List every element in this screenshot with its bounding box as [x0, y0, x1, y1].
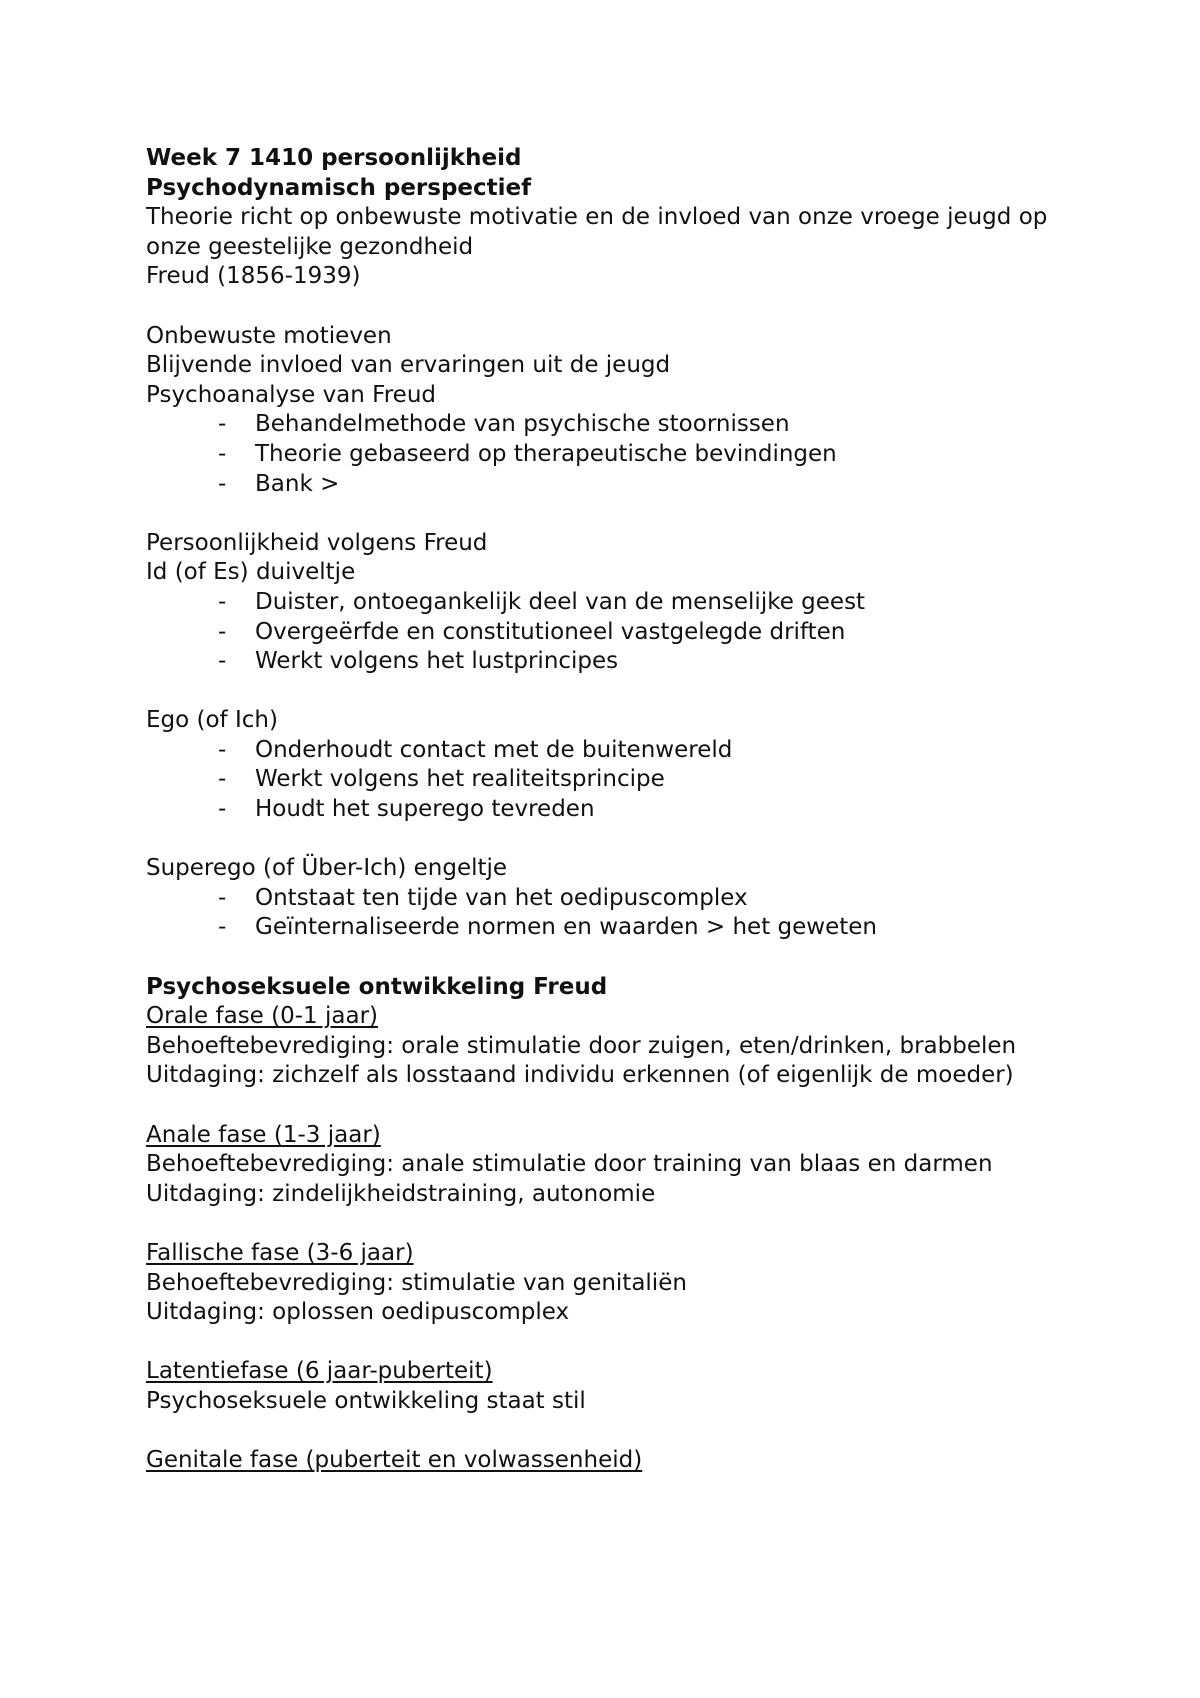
spacer: [146, 1328, 1096, 1358]
phase-title-fallische: Fallische fase (3-6 jaar): [146, 1239, 414, 1266]
bullet-list-psychoanalyse: [146, 410, 1096, 499]
phase-text-latentie: Psychoseksuele ontwikkeling staat stil: [146, 1387, 586, 1414]
spacer: [146, 1091, 1096, 1121]
dash-bullet-icon: -: [218, 411, 227, 438]
phase-title-latentie: Latentiefase (6 jaar-puberteit): [146, 1358, 493, 1385]
paragraph-freud-dates: Freud (1856-1939): [146, 263, 361, 290]
text-persoonlijkheid-freud: Persoonlijkheid volgens Freud: [146, 529, 488, 556]
phase-title-genitale: Genitale fase (puberteit en volwassenheid): [146, 1447, 643, 1474]
document-body: [146, 144, 1096, 1476]
list-item: [146, 765, 1096, 795]
list-item: [146, 440, 1096, 470]
phase-title-anale: Anale fase (1-3 jaar): [146, 1121, 381, 1148]
list-item-text: Ontstaat ten tijde van het oedipuscomplex: [255, 884, 748, 911]
text-ego: Ego (of Ich): [146, 707, 278, 734]
list-item-text: Geïnternaliseerde normen en waarden > het geweten: [255, 914, 877, 941]
document-title: Week 7 1410 persoonlijkheid: [146, 145, 522, 171]
list-item-text: Werkt volgens het lustprincipes: [255, 648, 619, 675]
list-item: [146, 588, 1096, 618]
text-psychoanalyse: Psychoanalyse van Freud: [146, 381, 436, 408]
list-item-text: Onderhoudt contact met de buitenwereld: [255, 736, 733, 763]
list-item-text: Werkt volgens het realiteitsprincipe: [255, 766, 665, 793]
bullet-list-superego: [146, 884, 1096, 943]
phase-challenge-anale: Uitdaging: zindelijkheidstraining, autonomie: [146, 1180, 656, 1207]
text-superego: Superego (of Über-Ich) engeltje: [146, 855, 508, 882]
bullet-list-ego: [146, 736, 1096, 825]
phase-need-anale: Behoeftebevrediging: anale stimulatie door training van blaas en darmen: [146, 1151, 993, 1178]
spacer: [146, 943, 1096, 973]
list-item-text: Bank >: [255, 470, 340, 497]
dash-bullet-icon: -: [218, 914, 227, 941]
phase-need-fallische: Behoeftebevrediging: stimulatie van genitaliën: [146, 1269, 687, 1296]
dash-bullet-icon: -: [218, 796, 227, 823]
spacer: [146, 499, 1096, 529]
phase-challenge-orale: Uitdaging: zichzelf als losstaand individu erkennen (of eigenlijk de moeder): [146, 1062, 1014, 1089]
list-item: [146, 647, 1096, 677]
list-item: [146, 913, 1096, 943]
bullet-list-id: [146, 588, 1096, 677]
section-heading-psychoseksuele: Psychoseksuele ontwikkeling Freud: [146, 973, 608, 1000]
dash-bullet-icon: -: [218, 618, 227, 645]
list-item-text: Theorie gebaseerd op therapeutische bevindingen: [255, 440, 837, 467]
text-onbewuste-motieven: Onbewuste motieven: [146, 322, 392, 349]
spacer: [146, 1417, 1096, 1447]
dash-bullet-icon: -: [218, 470, 227, 497]
section-heading-psychodynamisch: Psychodynamisch perspectief: [146, 174, 532, 201]
dash-bullet-icon: -: [218, 648, 227, 675]
dash-bullet-icon: -: [218, 766, 227, 793]
list-item-text: Duister, ontoegankelijk deel van de menselijke geest: [255, 588, 866, 615]
spacer: [146, 292, 1096, 322]
list-item-text: Behandelmethode van psychische stoornissen: [255, 411, 790, 438]
list-item: [146, 884, 1096, 914]
paragraph-theorie: Theorie richt op onbewuste motivatie en de invloed van onze vroege jeugd op onze geestelijke gezondheid: [146, 204, 1048, 260]
dash-bullet-icon: -: [218, 884, 227, 911]
phase-need-orale: Behoeftebevrediging: orale stimulatie door zuigen, eten/drinken, brabbelen: [146, 1032, 1017, 1059]
list-item: [146, 736, 1096, 766]
text-blijvende-invloed: Blijvende invloed van ervaringen uit de jeugd: [146, 352, 671, 379]
dash-bullet-icon: -: [218, 736, 227, 763]
dash-bullet-icon: -: [218, 588, 227, 615]
phase-title-orale: Orale fase (0-1 jaar): [146, 1003, 378, 1030]
phase-challenge-fallische: Uitdaging: oplossen oedipuscomplex: [146, 1299, 570, 1326]
list-item: [146, 410, 1096, 440]
spacer: [146, 825, 1096, 855]
list-item: [146, 618, 1096, 648]
text-id: Id (of Es) duiveltje: [146, 559, 356, 586]
list-item-text: Overgeërfde en constitutioneel vastgelegde driften: [255, 618, 846, 645]
list-item-text: Houdt het superego tevreden: [255, 796, 595, 823]
dash-bullet-icon: -: [218, 440, 227, 467]
list-item: [146, 795, 1096, 825]
spacer: [146, 677, 1096, 707]
spacer: [146, 1209, 1096, 1239]
list-item: [146, 470, 1096, 500]
